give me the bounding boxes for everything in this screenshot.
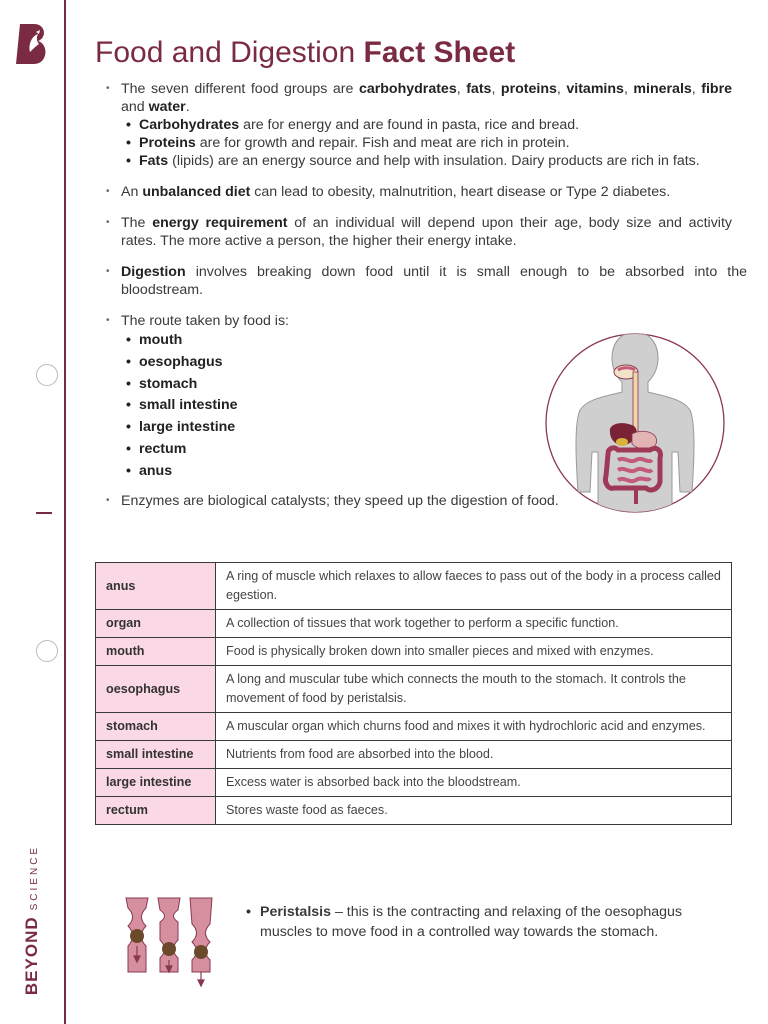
route-step: • mouth <box>106 330 732 352</box>
binder-hole-top <box>36 364 58 386</box>
enzymes-bullet: • Enzymes are biological catalysts; they speed up the digestion of food. <box>106 492 732 510</box>
table-term: anus <box>96 563 216 610</box>
table-term: stomach <box>96 713 216 741</box>
table-definition: Nutrients from food are absorbed into the blood. <box>216 741 732 769</box>
table-definition: Excess water is absorbed back into the bloodstream. <box>216 769 732 797</box>
fats-bullet: • Fats (lipids) are an energy source and help with insulation. Dairy products are rich in fats. <box>106 152 732 170</box>
table-definition: Stores waste food as faeces. <box>216 797 732 825</box>
peristalsis-note <box>244 902 734 942</box>
beyond-logo-icon <box>14 22 50 66</box>
margin-line <box>64 0 66 1024</box>
route-step: • anus <box>106 461 732 483</box>
route-step: • stomach <box>106 374 732 396</box>
table-row <box>96 713 732 741</box>
table-row <box>96 741 732 769</box>
table-row <box>96 563 732 610</box>
table-term: small intestine <box>96 741 216 769</box>
table-definition: A collection of tissues that work together to perform a specific function. <box>216 610 732 638</box>
brand-word-beyond: BEYOND <box>22 916 41 996</box>
table-row <box>96 769 732 797</box>
route-step: • large intestine <box>106 417 732 439</box>
route-step: • rectum <box>106 439 732 461</box>
route-intro: • The route taken by food is: <box>106 312 732 330</box>
energy-requirement-bullet: • The energy requirement of an individual will depend upon their age, body size and activity rates. The more active a person, the higher their energy intake. <box>106 214 732 250</box>
table-definition: A long and muscular tube which connects the mouth to the stomach. It controls the movement of food by peristalsis. <box>216 666 732 713</box>
route-step: • oesophagus <box>106 352 732 374</box>
table-term: organ <box>96 610 216 638</box>
table-term: oesophagus <box>96 666 216 713</box>
route-step: • small intestine <box>106 395 732 417</box>
food-groups-bullet: • The seven different food groups are carbohydrates, fats, proteins, vitamins, minerals, fibre and water. <box>106 80 732 116</box>
peristalsis-diagram-icon <box>122 896 218 988</box>
table-term: large intestine <box>96 769 216 797</box>
definitions-table <box>95 562 732 825</box>
page-title-normal: Food and Digestion <box>95 36 356 69</box>
table-term: rectum <box>96 797 216 825</box>
brand-word-science: SCIENCE <box>29 844 40 911</box>
table-definition: A muscular organ which churns food and mixes it with hydrochloric acid and enzymes. <box>216 713 732 741</box>
table-row <box>96 797 732 825</box>
digestive-system-illustration <box>538 332 732 514</box>
table-term: mouth <box>96 638 216 666</box>
carbohydrates-bullet: • Carbohydrates are for energy and are found in pasta, rice and bread. <box>106 116 732 134</box>
proteins-bullet: • Proteins are for growth and repair. Fish and meat are rich in protein. <box>106 134 732 152</box>
table-definition: Food is physically broken down into smaller pieces and mixed with enzymes. <box>216 638 732 666</box>
table-definition: A ring of muscle which relaxes to allow faeces to pass out of the body in a process called egestion. <box>216 563 732 610</box>
digestion-bullet: • Digestion involves breaking down food until it is small enough to be absorbed into the bloodstream. <box>106 263 747 299</box>
table-row <box>96 666 732 713</box>
peristalsis-term: Peristalsis <box>260 904 331 920</box>
brand-vertical <box>20 840 44 1000</box>
fold-mark <box>36 512 52 514</box>
page-title-bold: Fact Sheet <box>363 36 516 69</box>
table-row <box>96 638 732 666</box>
unbalanced-diet-bullet: • An unbalanced diet can lead to obesity, malnutrition, heart disease or Type 2 diabetes. <box>106 183 732 201</box>
binder-hole-bottom <box>36 640 58 662</box>
table-row <box>96 610 732 638</box>
peristalsis-text: – this is the contracting and relaxing of the oesophagus muscles to move food in a controlled way towards the stomach. <box>260 904 682 940</box>
page-title <box>95 36 515 70</box>
